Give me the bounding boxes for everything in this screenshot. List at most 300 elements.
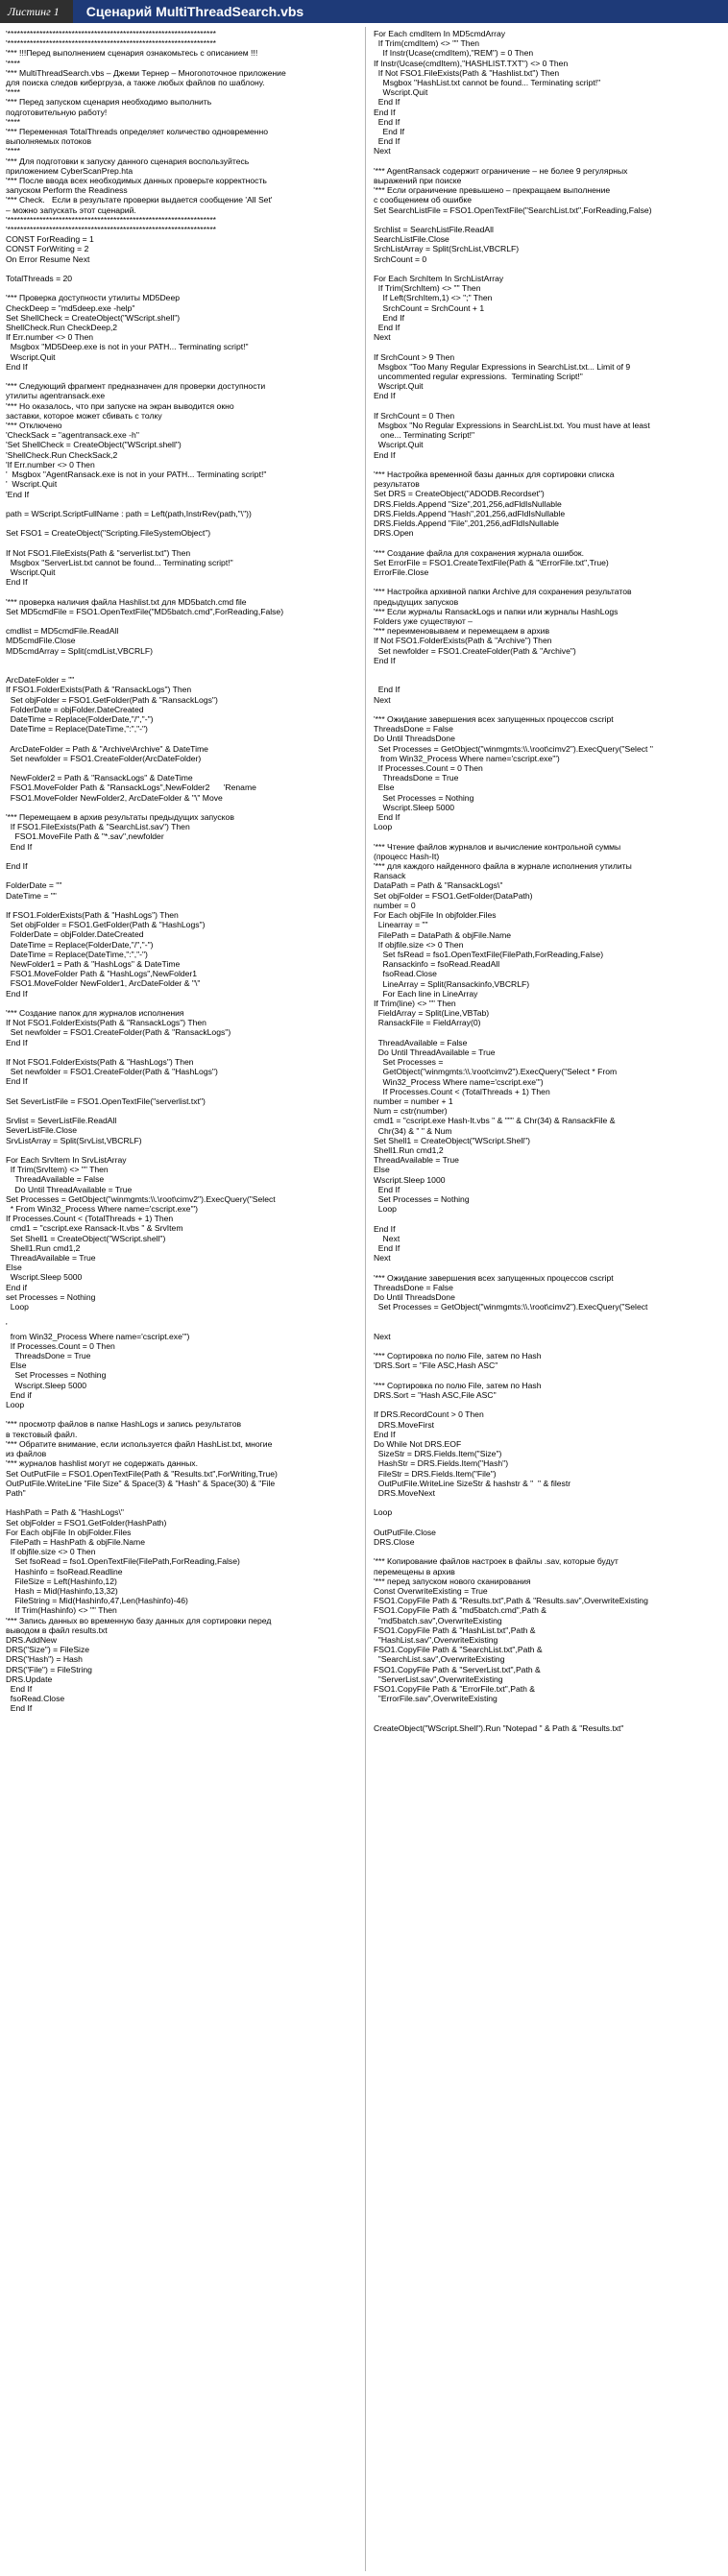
code-line: Set Shell1 = CreateObject("WScript.Shell") [374,1135,531,1145]
code-line: ThreadAvailable = True [6,1253,96,1264]
code-line: подготовительную работу! [6,107,108,117]
code-line: '*** проверка наличия файла Hashlist.txt для MD5batch.cmd file [6,596,247,607]
code-line: (процесс Hash-It) [374,851,440,861]
code-line: FilePath = HashPath & objFile.Name [6,1536,145,1547]
code-line [6,1498,355,1507]
code-line: If Not FSO1.FileExists(Path & "Hashlist.txt") Then [374,67,560,78]
code-line: '*** Создание файла для сохранения журнала ошибок. [374,547,585,558]
code-line: Wscript.Quit [374,87,428,98]
code-line: On Error Resume Next [6,253,90,264]
code-line: Next [374,1253,391,1264]
code-line: заставки, которое может сбивать с толку [6,410,162,421]
code-line: '*** переименовываем и перемещаем в архив [374,626,550,637]
code-line: Else [6,1360,27,1371]
code-line [6,1087,355,1096]
code-line: FSO1.MoveFolder NewFolder2, ArcDateFolder & "\" Move [6,792,223,803]
code-line: ArcDateFolder = "" [6,675,75,686]
code-line: For Each objFile In objfolder.Files [374,910,497,921]
code-line: DRS.MoveFirst [374,1419,435,1430]
code-line: Set MD5cmdFile = FSO1.OpenTextFile("MD5batch.cmd",ForReading,False) [6,606,284,616]
code-line: '**** [6,87,21,98]
code-line: Folders уже существуют – [374,616,473,627]
code-line: Set Processes = GetObject("winmgmts:\\.\root\cimv2").ExecQuery("Select [374,1302,648,1312]
code-line: OutPutFile.WriteLine SizeStr & hashstr & " " & filestr [374,1478,571,1488]
code-line: '*** Но оказалось, что при запуске на экран выводится окно [6,400,234,411]
code-line [374,401,723,411]
code-line: DRS("Hash") = Hash [6,1654,83,1665]
code-line: Set newfolder = FSO1.CreateFolder(Path & "Archive") [374,645,576,656]
code-line: Hash = Mid(Hashinfo,13,32) [6,1585,118,1596]
code-line [6,999,355,1008]
code-line [374,342,723,351]
code-line: If objfile.size <> 0 Then [6,1547,96,1557]
code-line [6,587,355,596]
code-line: fsoRead.Close [374,969,437,979]
code-line: в текстовый файл. [6,1429,78,1439]
code-line: FieldArray = Split(Line,VBTab) [374,1008,490,1019]
code-line: Set newfolder = FSO1.CreateFolder(Path & "HashLogs") [6,1067,218,1077]
code-line: FSO1.CopyFile Path & "Results.txt",Path & "Results.sav",OverwriteExisting [374,1596,648,1606]
code-line: '*** Ожидание завершения всех запущенных процессов cscript [374,714,614,725]
code-line: ' Msgbox "AgentRansack.exe is not in your PATH... Terminating script!" [6,469,267,480]
code-line: ShellCheck.Run CheckDeep,2 [6,323,118,333]
code-line: SearchListFile.Close [374,234,449,245]
code-line: '*** После ввода всех необходимых данных проверьте корректность [6,176,267,186]
code-line: выполняемых потоков [6,136,92,147]
code-line: NewFolder2 = Path & "RansackLogs" & DateTime [6,773,193,783]
code-line: DRS.Sort = "Hash ASC,File ASC" [374,1389,497,1400]
code-line: FSO1.MoveFolder Path & "HashLogs",NewFolder1 [6,969,198,979]
code-line: Set OutPutFile = FSO1.OpenTextFile(Path & "Results.txt",ForWriting,True) [6,1468,278,1479]
code-line: '*** для каждого найденного файла в журнале исполнения утилиты [374,861,632,872]
code-line: 'If Err.number <> 0 Then [6,459,95,469]
code-line: DRS("File") = FileString [6,1664,92,1674]
code-line [374,1547,723,1556]
code-line: Set fsRead = fso1.OpenTextFile(FilePath,ForReading,False) [374,949,604,959]
code-line: '*** Создание папок для журналов исполнения [6,1008,184,1019]
code-line: Set objFolder = FSO1.GetFolder(HashPath) [6,1517,167,1528]
code-line: Msgbox "HashList.txt cannot be found... Terminating script!" [374,78,601,88]
code-line: DRS("Size") = FileSize [6,1645,90,1655]
code-line: Wscript.Quit [6,351,56,362]
code-line: Num = cstr(number) [374,1106,448,1117]
code-line: Ransackinfo = fsoRead.ReadAll [374,959,500,970]
code-line: End If [374,1242,400,1253]
code-line: Next [374,694,391,705]
code-line: '*** перед запуском нового сканирования [374,1576,531,1586]
code-line: cmd1 = "cscript.exe Ransack-It.vbs " & SrvItem [6,1223,183,1234]
code-line: End If [374,127,405,137]
code-line: 'CheckSack = "agentransack.exe -h" [6,430,139,441]
code-line: FileString = Mid(Hashinfo,47,Len(Hashinfo)-46) [6,1596,188,1606]
code-line: End If [6,861,28,872]
code-line: FolderDate = objFolder.DateCreated [6,929,144,940]
code-line: End If [374,449,396,460]
code-line: End If [374,1223,396,1234]
code-line [6,1409,355,1419]
code-line: Path" [6,1487,26,1498]
code-line: DRS.MoveNext [374,1487,435,1498]
code-line: '*** AgentRansack содержит ограничение – не более 9 регулярных [374,165,628,176]
code-line: '*** Перед запуском сценария необходимо выполнить [6,97,212,108]
code-line: Set FSO1 = CreateObject("Scripting.FileSystemObject") [6,528,211,539]
code-line: ThreadsDone = False [374,724,453,734]
code-line: End If [374,312,405,323]
code-line: '*** Ожидание завершения всех запущенных процессов cscript [374,1272,614,1283]
code-line: '*** Чтение файлов журналов и вычисление контрольной суммы [374,841,621,852]
code-line: FilePath = DataPath & objFile.Name [374,929,512,940]
code-line: DRS.Fields.Append "File",201,256,adFldIsNullable [374,518,559,529]
code-line: утилиты agentransack.exe [6,391,106,401]
code-line: FSO1.MoveFile Path & "*.sav",newfolder [6,831,164,842]
code-line [6,803,355,812]
code-line: '***************************************************************** [6,225,217,235]
code-line: LineArray = Split(Ransackinfo,VBCRLF) [374,978,530,989]
code-line: set Processes = Nothing [6,1291,96,1302]
code-line: If FSO1.FolderExists(Path & "RansackLogs") Then [6,685,192,695]
code-line [6,264,355,274]
code-line: SeverListFile.Close [6,1125,78,1136]
code-line: If Processes.Count = 0 Then [374,763,483,774]
code-line: number = 0 [374,900,416,910]
code-line: * From Win32_Process Where name='cscript.exe'") [6,1204,198,1215]
code-line: cmdlist = MD5cmdFile.ReadAll [6,626,119,637]
code-line: If Trim(line) <> "" Then [374,998,456,1008]
code-line: Loop [6,1302,29,1312]
code-line: Shell1.Run cmd1,2 [374,1144,444,1155]
code-line: GetObject("winmgmts:\\.\root\cimv2").ExecQuery("Select * From [374,1067,618,1077]
code-line: FolderDate = objFolder.DateCreated [6,704,144,714]
code-line: '*** !!!Перед выполнением сценария ознакомьтесь с описанием !!! [6,48,258,59]
code-line: Wscript.Sleep 5000 [374,802,455,812]
code-line: Next [374,1233,400,1243]
code-line: Set SearchListFile = FSO1.OpenTextFile("SearchList.txt",ForReading,False) [374,205,652,215]
code-line: "ServerList.sav",OverwriteExisting [374,1673,503,1684]
code-line: Wscript.Quit [374,381,424,392]
code-line: '*** Отключено [6,421,62,431]
code-line: FSO1.CopyFile Path & "HashList.txt",Path & [374,1625,536,1635]
code-line [6,1312,355,1321]
code-line: '*** Переменная TotalThreads определяет количество одновременно [6,127,269,137]
code-line: Set Processes = Nothing [374,1193,470,1204]
code-line [374,577,723,587]
code-line: ThreadsDone = True [6,1351,91,1361]
code-line: If Not FSO1.FolderExists(Path & "RansackLogs") Then [6,1018,206,1028]
code-line: Wscript.Quit [6,567,56,578]
code-line [374,1341,723,1351]
code-line: Set objFolder = FSO1.GetFolder(Path & "RansackLogs") [6,694,218,705]
code-line: If Trim(SrvItem) <> "" Then [6,1165,109,1175]
code-line: End If [374,812,400,823]
code-line: SrvListArray = Split(SrvList,VBCRLF) [6,1135,142,1145]
code-line [374,1028,723,1038]
code-line: Set Processes = Nothing [6,1370,107,1381]
code-line: If Processes.Count = 0 Then [6,1340,115,1351]
code-line: SizeStr = DRS.Fields.Item("Size") [374,1449,502,1459]
code-line [6,665,355,675]
code-line: Msgbox "ServerList.txt cannot be found... Terminating script!" [6,557,233,567]
code-line: результатов [374,479,420,490]
code-line: FileSize = Left(Hashinfo,12) [6,1576,117,1586]
code-line [6,616,355,626]
code-line [374,1518,723,1528]
code-line: fsoRead.Close [6,1694,65,1704]
code-line [374,1312,723,1321]
code-line: End If [374,323,400,333]
code-line: SrchListArray = Split(SrchList,VBCRLF) [374,244,520,254]
code-line [6,871,355,880]
code-line: FileStr = DRS.Fields.Item("File") [374,1468,497,1479]
code-line: Linearray = "" [374,920,428,930]
code-line: Set objFolder = FSO1.GetFolder(DataPath) [374,890,533,901]
code-line: Msgbox "Too Many Regular Expressions in SearchList.txt... Limit of 9 [374,361,631,372]
code-line: ThreadAvailable = True [374,1155,459,1166]
code-line: End If [6,1037,28,1047]
code-line: '*** Перемещаем в архив результаты предыдущих запусков [6,812,234,823]
code-line: '***************************************************************** [6,38,217,49]
code-line: Srchlist = SearchListFile.ReadAll [374,225,494,235]
code-line: ThreadsDone = False [374,1282,453,1292]
code-line: '*** Для подготовки к запуску данного сценария воспользуйтесь [6,156,250,166]
code-line: DateTime = Replace(FolderDate,"/","-") [6,939,154,950]
code-line: Set newfolder = FSO1.CreateFolder(Path & "RansackLogs") [6,1027,231,1038]
column-divider [365,27,366,2571]
code-line: для поиска следов кибергруза, а также любых файлов по шаблону. [6,78,265,88]
code-line: '***************************************************************** [6,29,217,38]
code-line: Loop [374,822,393,832]
code-line: Set Processes = Nothing [374,792,474,803]
code-line [6,1145,355,1155]
code-line: If FSO1.FileExists(Path & "SearchList.sav") Then [6,822,190,832]
code-line: '***************************************************************** [6,214,217,225]
code-line: End If [374,107,396,117]
code-line: Do Until ThreadAvailable = True [374,1047,496,1057]
code-line: '**** [6,146,21,156]
code-line: from Win32_Process Where name='cscript.exe'") [374,753,560,763]
code-line [6,538,355,547]
code-line: If Not FSO1.FolderExists(Path & "Archive") Then [374,636,552,646]
code-line: If Err.number <> 0 Then [6,332,94,343]
code-line: End If [6,841,33,852]
code-line: If Trim(cmdItem) <> "" Then [374,38,480,49]
code-line: If objfile.size <> 0 Then [374,939,464,950]
code-line: выводом в файл results.txt [6,1625,108,1635]
code-line [6,283,355,293]
code-line: TotalThreads = 20 [6,274,73,284]
code-line: End If [374,391,396,401]
code-line: приложением CyberScanPrep.hta [6,165,133,176]
code-line: End If [6,361,28,372]
code-line: Else [374,782,395,793]
code-line: Set newfolder = FSO1.CreateFolder(ArcDateFolder) [6,753,202,763]
code-line: DateTime = Replace(DateTime,":","-") [6,949,148,959]
code-line: If FSO1.FolderExists(Path & "HashLogs") Then [6,910,179,921]
code-line: перемещены в архив [374,1566,455,1577]
code-line: '*** Настройка архивной папки Archive для сохранения результатов [374,587,632,597]
code-line: Set Shell1 = CreateObject("WScript.shell") [6,1233,166,1243]
code-line: Const OverwriteExisting = True [374,1585,488,1596]
code-line: CONST ForWriting = 2 [6,244,89,254]
code-line: Ransack [374,871,406,881]
code-line: '*** Запись данных во временную базу данных для сортировки перед [6,1615,272,1625]
code-line: MD5cmdArray = Split(cmdList,VBCRLF) [6,645,154,656]
code-line: '*** Копирование файлов настроек в файлы .sav, которые будут [374,1556,619,1567]
code-line: cmd1 = "cscript.exe Hash-It.vbs " & """ & Chr(34) & RansackFile & [374,1116,616,1126]
code-line: '*** Проверка доступности утилиты MD5Deep [6,293,180,303]
code-line [6,763,355,773]
code-line: ArcDateFolder = Path & "Archive\Archive" & DateTime [6,743,208,754]
code-line: Shell1.Run cmd1,2 [6,1242,81,1253]
code-line: Set ShellCheck = CreateObject("WScript.shell") [6,312,181,323]
code-line: End If [6,1076,28,1087]
code-line: number = number + 1 [374,1095,453,1106]
code-line: с сообщением об ошибке [374,195,473,205]
code-line [374,1703,723,1713]
code-line: FSO1.CopyFile Path & "ErrorFile.txt",Path & [374,1683,536,1694]
code-line: Hashinfo = fsoRead.Readline [6,1566,123,1577]
code-line: HashStr = DRS.Fields.Item("Hash") [374,1458,509,1469]
code-line: For Each objFile In objFolder.Files [6,1527,132,1537]
code-line [6,518,355,528]
code-line: "HashList.sav",OverwriteExisting [374,1634,498,1645]
code-line: Next [374,332,391,343]
code-line [6,1106,355,1116]
code-line [374,460,723,469]
code-line: DateTime = "" [6,890,57,901]
code-line: End If [6,988,28,999]
code-line: Chr(34) & " " & Num [374,1125,452,1136]
code-line: End If [6,1703,33,1714]
code-line: End If [374,97,400,108]
code-line: If Trim(Hashinfo) <> "" Then [6,1605,117,1616]
code-line: DRS.Fields.Append "Size",201,256,adFldIsNullable [374,498,562,509]
code-line: выражений при поиске [374,176,462,186]
code-line: Set SeverListFile = FSO1.OpenTextFile("serverlist.txt") [6,1095,206,1106]
code-line: Wscript.Sleep 5000 [6,1380,87,1390]
code-line: SrchCount = 0 [374,253,427,264]
code-line: "ErrorFile.sav",OverwriteExisting [374,1694,497,1704]
code-line: FSO1.CopyFile Path & "SearchList.txt",Path & [374,1645,543,1655]
code-line [374,1322,723,1332]
code-line: For Each SrchItem In SrchListArray [374,274,504,284]
code-line: Wscript.Quit [374,440,424,450]
code-line: Do Until ThreadsDone [374,734,455,744]
code-line [374,1714,723,1723]
code-line: из файлов [6,1449,47,1459]
code-line: If Processes.Count < (TotalThreads + 1) Then [6,1214,174,1224]
code-line: FSO1.CopyFile Path & "ServerList.txt",Path & [374,1664,541,1674]
code-line: End If [374,136,400,147]
code-line [374,705,723,714]
code-line: запуском Perform the Readiness [6,185,128,196]
code-line: DateTime = Replace(DateTime,":","-") [6,724,148,734]
code-line: one... Terminating Script!" [374,430,475,441]
code-line [374,1400,723,1409]
code-line: path = WScript.ScriptFullName : path = Left(path,InstrRev(path,"\")) [6,508,252,518]
code-line: '*** Если журналы RansackLogs и папки или журналы HashLogs [374,606,619,616]
code-line: ThreadAvailable = False [6,1174,105,1185]
code-line [6,656,355,665]
code-line: Srvlist = SeverListFile.ReadAll [6,1116,117,1126]
code-line: '*** Следующий фрагмент предназначен для проверки доступности [6,381,266,392]
code-line [6,734,355,743]
listing-number: Листинг 1 [0,0,73,23]
code-line: Msgbox "MD5Deep.exe is not in your PATH... Terminating script!" [6,342,249,352]
code-line: Do Until ThreadsDone [374,1291,455,1302]
code-line: DRS.Close [374,1536,415,1547]
code-line: Set fsoRead = fso1.OpenTextFile(FilePath,ForReading,False) [6,1556,240,1567]
code-column-left [6,29,355,1714]
listing-title: Сценарий MultiThreadSearch.vbs [85,4,304,19]
code-line: '*** Настройка временной базы данных для сортировки списка [374,469,615,480]
code-line: ' [6,1321,8,1332]
code-line: OutPutFile.WriteLine "File Size" & Space(3) & "Hash" & Space(30) & "File [6,1478,276,1488]
code-line: from Win32_Process Where name='cscript.exe'") [6,1331,190,1341]
code-line: FSO1.MoveFolder NewFolder1, ArcDateFolder & "\" [6,978,201,989]
code-line: 'DRS.Sort = "File ASC,Hash ASC" [374,1360,498,1371]
code-line: DRS.AddNew [6,1634,58,1645]
code-line: Msgbox "No Regular Expressions in SearchList.txt. You must have at least [374,421,650,431]
code-line: Set Processes = GetObject("winmgmts:\\.\root\cimv2").ExecQuery("Select [6,1193,276,1204]
code-line: Set DRS = CreateObject("ADODB.Recordset") [374,489,545,499]
code-line: End If [374,685,400,695]
code-line: ThreadAvailable = False [374,1037,468,1047]
code-line: FolderDate = "" [6,880,62,891]
code-line: NewFolder1 = Path & "HashLogs" & DateTime [6,959,181,970]
code-line: Else [374,1165,390,1175]
code-line: Win32_Process Where name='cscript.exe'") [374,1076,544,1087]
code-line [374,538,723,547]
code-line: If Instr(Ucase(cmdItem),"REM") = 0 Then [374,48,534,59]
code-line: DRS.Fields.Append "Hash",201,256,adFldIsNullable [374,508,566,518]
code-line: End If [374,1184,400,1194]
code-line: Wscript.Sleep 5000 [6,1272,83,1283]
code-line [374,831,723,841]
code-line: OutPutFile.Close [374,1527,436,1537]
code-line: '*** MultiThreadSearch.vbs – Джеми Тернер – Многопоточное приложение [6,67,286,78]
code-line: If SrchCount = 0 Then [374,410,455,421]
code-column-right [374,29,723,1733]
code-line: Else [6,1263,22,1273]
code-line: '**** [6,58,21,68]
code-line: For Each line in LineArray [374,988,478,999]
code-line: End If [6,577,28,588]
code-line [374,264,723,274]
code-line: For Each SrvItem In SrvListArray [6,1155,127,1166]
code-line: Next [374,1331,391,1341]
code-line: '*** Если ограничение превышено – прекращаем выполнение [374,185,611,196]
code-line [374,1263,723,1272]
code-line [374,156,723,166]
listing-header [0,0,728,23]
code-line: Do Until ThreadAvailable = True [6,1184,133,1194]
code-line: If DRS.RecordCount > 0 Then [374,1409,484,1420]
code-line: '*** просмотр файлов в папке HashLogs и запись результатов [6,1419,242,1430]
code-line: RansackFile = FieldArray(0) [374,1018,481,1028]
code-line: DateTime = Replace(FolderDate,"/","-") [6,714,154,725]
code-line: DRS.Update [6,1673,53,1684]
code-line: '*** Сортировка по полю File, затем по Hash [374,1380,542,1390]
code-line: End If [374,1429,396,1439]
code-line: "SearchList.sav",OverwriteExisting [374,1654,505,1665]
code-line: End if [6,1389,32,1400]
code-line: uncommented regular expressions. Terminating Script!" [374,372,583,382]
code-line [6,499,355,509]
code-line: Set objFolder = FSO1.GetFolder(Path & "HashLogs") [6,920,206,930]
code-line: CreateObject("WScript.Shell").Run "Notepad " & Path & "Results.txt" [374,1722,624,1733]
code-line [374,215,723,225]
code-line: For Each cmdItem In MD5cmdArray [374,29,506,38]
